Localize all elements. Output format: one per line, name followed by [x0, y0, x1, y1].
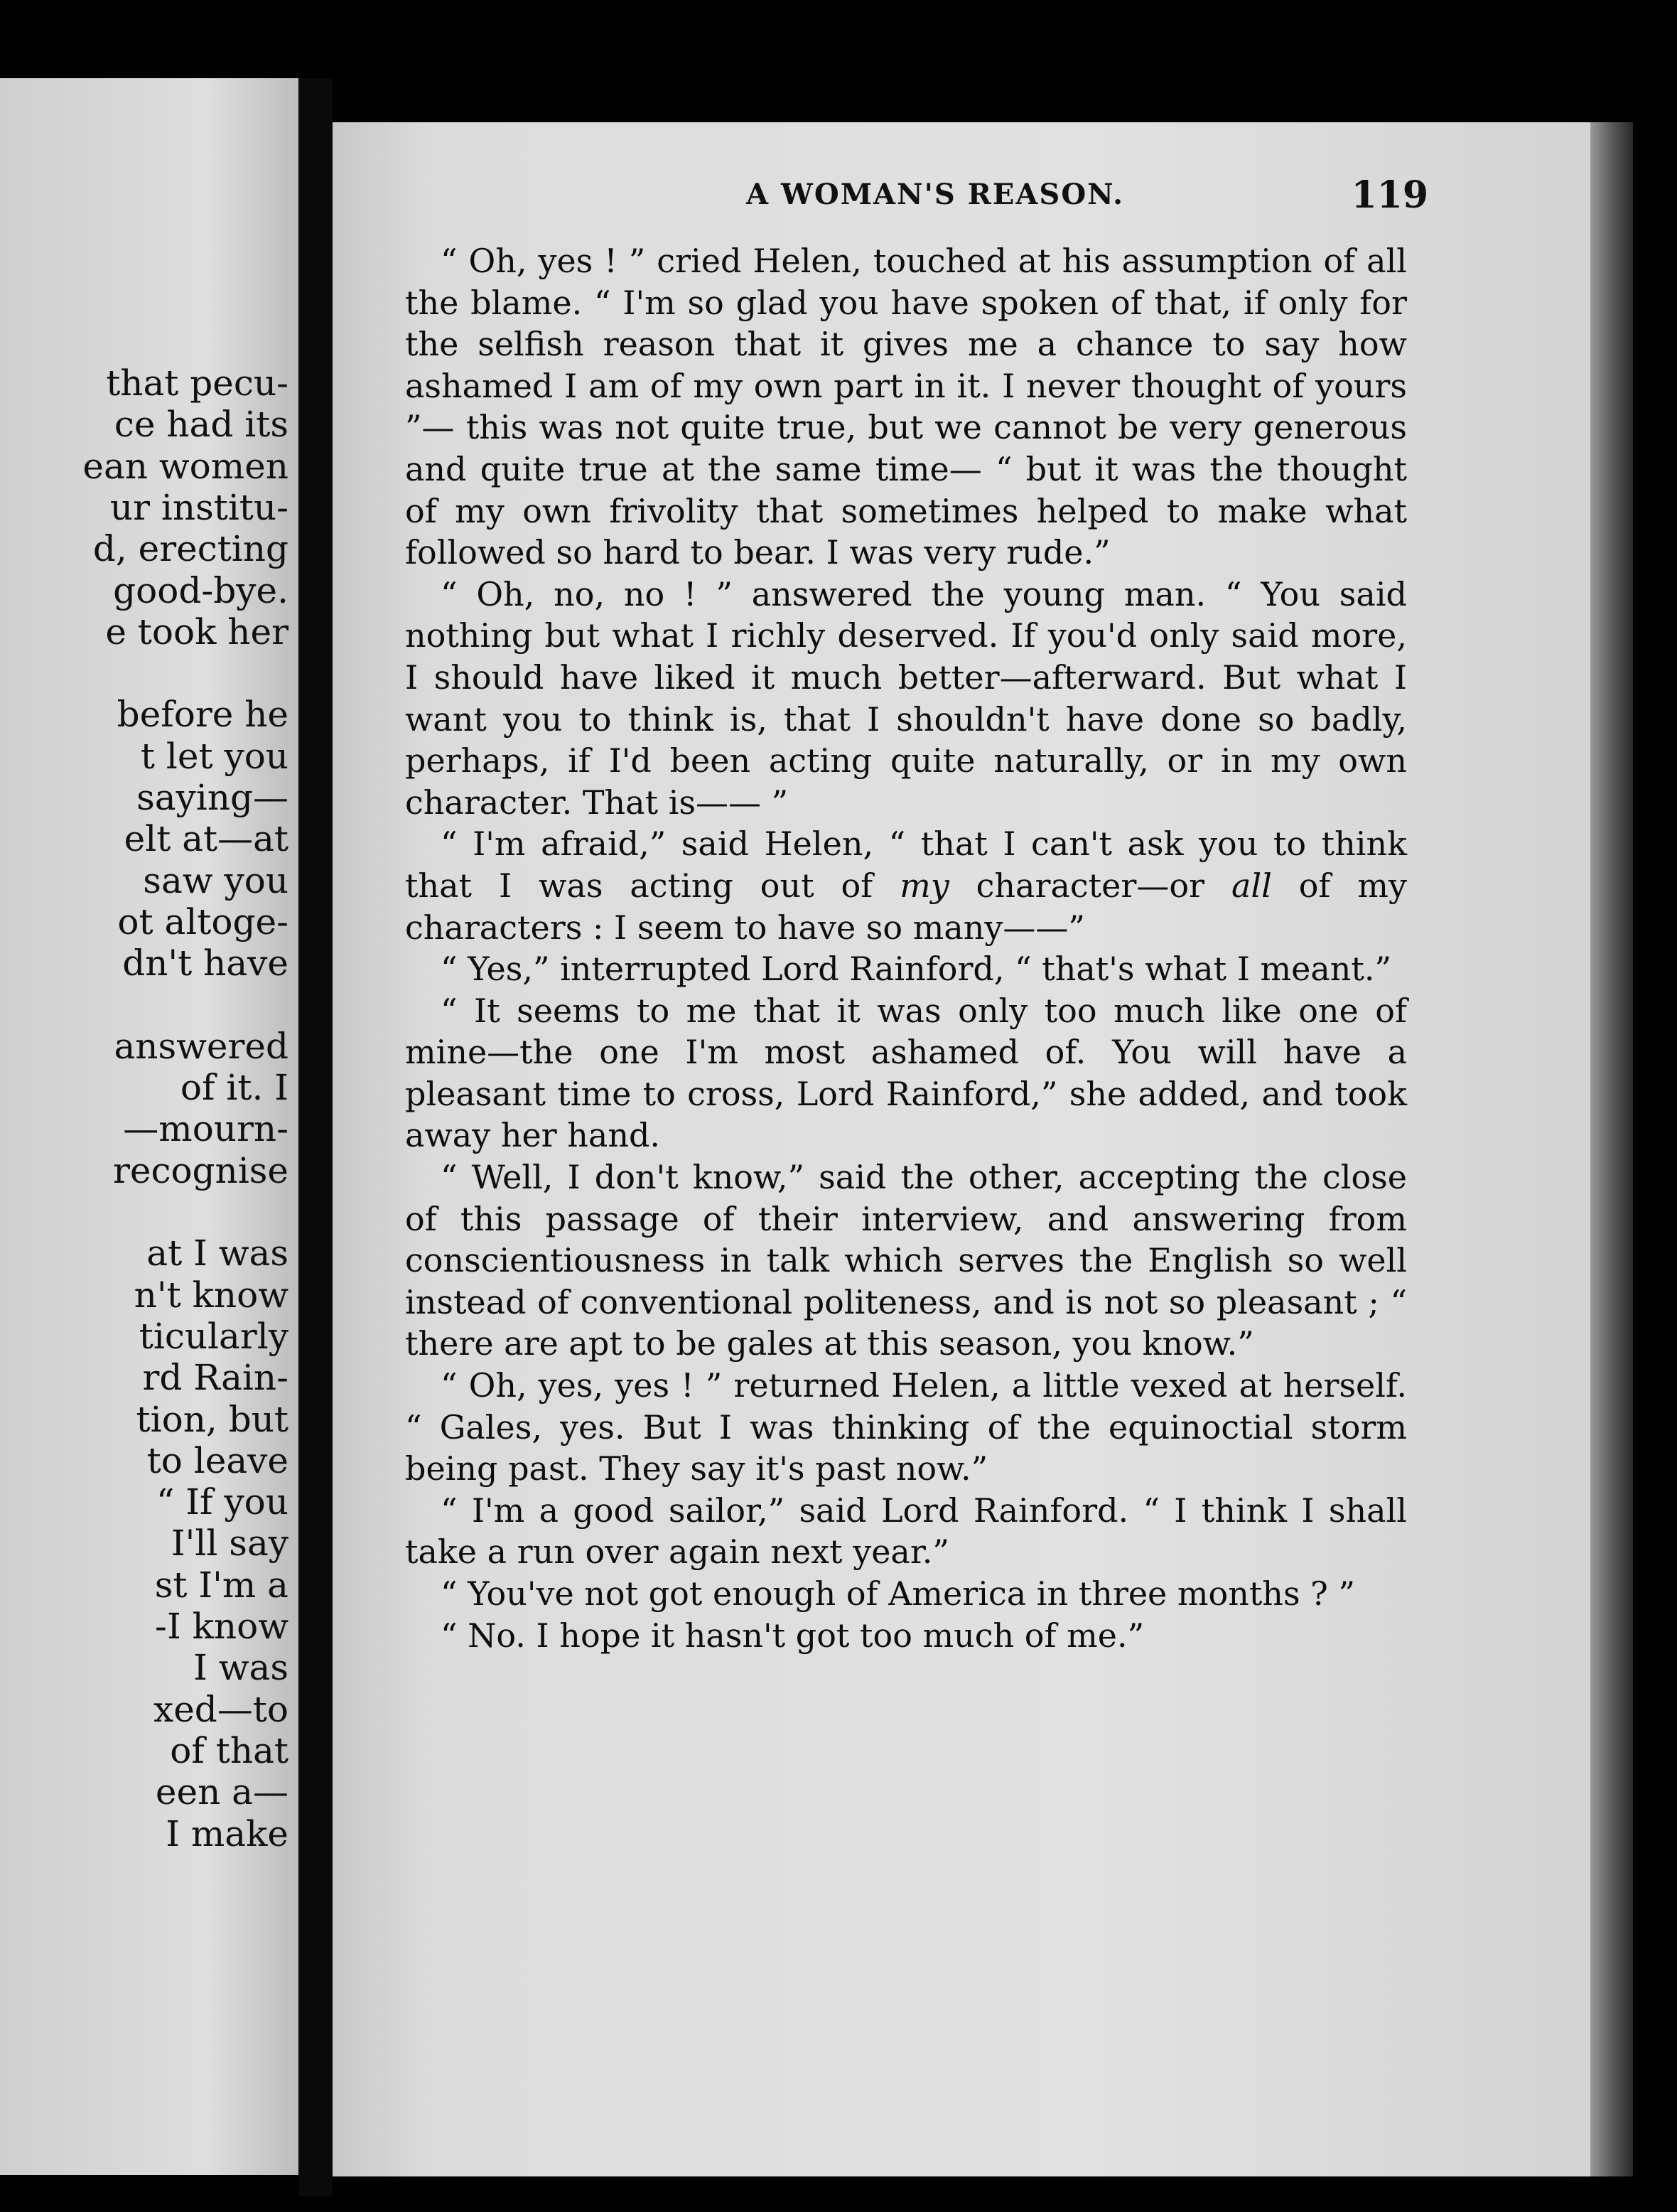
- left-page-line: elt at—at: [124, 818, 289, 860]
- running-title: A WOMAN'S REASON.: [746, 178, 1125, 211]
- paragraph: “ Oh, yes, yes ! ” returned Helen, a little vexed at herself. “ Gales, yes. But I was thinking of the equinoctial storm being past. They say it's past now.”: [405, 1366, 1407, 1488]
- left-page-line: at I was: [146, 1233, 289, 1274]
- left-page-line: answered: [114, 1025, 289, 1067]
- page-edge-right: [1590, 122, 1633, 2176]
- left-page-line: ot altoge-: [117, 901, 289, 943]
- book-gutter: [298, 78, 333, 2196]
- page-number: 119: [1351, 173, 1428, 217]
- paragraph: “ Well, I don't know,” said the other, accepting the close of this passage of their interview, and answering from conscientiousness in talk which serves the English so well instead of conventional politeness, and is not so pleasant ; “ there are apt to be gales at this season, you know.”: [405, 1158, 1407, 1363]
- facing-page-left: [0, 78, 298, 2175]
- left-page-line: st I'm a: [154, 1564, 289, 1606]
- left-page-line: dn't have: [122, 943, 289, 984]
- left-page-line: xed—to: [153, 1688, 289, 1730]
- left-page-line: of it. I: [180, 1067, 289, 1109]
- left-page-line: n't know: [134, 1274, 289, 1316]
- paragraph: “ Oh, no, no ! ” answered the young man. “ You said nothing but what I richly deserved. If you'd only said more, I should have liked it much better—afterward. But what I want you to think is, that I shouldn't have done so badly, perhaps, if I'd been acting quite naturally, or in my own character. That is—— ”: [405, 574, 1407, 822]
- left-page-line: ce had its: [114, 404, 289, 446]
- paragraph: “ You've not got enough of America in three months ? ”: [441, 1574, 1355, 1613]
- left-page-line: recognise: [112, 1149, 289, 1191]
- left-page-line: saw you: [143, 859, 289, 901]
- paragraph: “ I'm afraid,” said Helen, “ that I can't ask you to think that I was acting out of my character—or all of my characters : I seem to have so many——”: [405, 825, 1407, 947]
- left-page-line: “ If you: [156, 1481, 289, 1523]
- paragraph: “ It seems to me that it was only too much like one of mine—the one I'm most ashamed of. You will have a pleasant time to cross, Lord Rainford,” she added, and took away her hand.: [405, 991, 1407, 1155]
- left-page-line: d, erecting: [92, 528, 289, 570]
- left-page-line: rd Rain-: [142, 1357, 289, 1399]
- body-text: [405, 240, 1407, 1656]
- left-page-line: I'll say: [171, 1523, 289, 1564]
- left-page-line: that pecu-: [106, 363, 289, 404]
- left-page-line: ur institu-: [109, 486, 289, 528]
- paragraph: “ Oh, yes ! ” cried Helen, touched at his assumption of all the blame. “ I'm so glad you have spoken of that, if only for the selfish reason that it gives me a chance to say how ashamed I am of my own part in it. I never thought of yours ”— this was not quite true, but we cannot be very generous and quite true at the same time— “ but it was the thought of my own frivolity that sometimes helped to make what followed so hard to bear. I was very rude.”: [405, 242, 1407, 572]
- left-page-line: good-bye.: [113, 569, 289, 611]
- left-page-line: —mourn-: [123, 1108, 289, 1150]
- paragraph: “ I'm a good sailor,” said Lord Rainford. “ I think I shall take a run over again next year.”: [405, 1491, 1407, 1572]
- left-page-line: t let you: [140, 735, 289, 777]
- left-page-line: -I know: [155, 1606, 289, 1647]
- left-page-line: of that: [170, 1729, 289, 1771]
- left-page-line: I was: [193, 1647, 289, 1689]
- left-page-line: saying—: [136, 777, 289, 818]
- left-page-line: tion, but: [136, 1398, 289, 1440]
- left-page-line: een a—: [155, 1771, 289, 1813]
- paragraph: “ No. I hope it hasn't got too much of me.”: [441, 1616, 1145, 1655]
- left-page-line: ticularly: [139, 1315, 289, 1357]
- left-page-line: before he: [117, 694, 289, 736]
- left-page-line: to leave: [146, 1439, 289, 1481]
- paragraph: “ Yes,” interrupted Lord Rainford, “ that's what I meant.”: [441, 950, 1391, 989]
- left-page-line: I make: [166, 1813, 289, 1854]
- left-page-line: ean women: [82, 445, 289, 487]
- left-page-line: e took her: [105, 611, 289, 653]
